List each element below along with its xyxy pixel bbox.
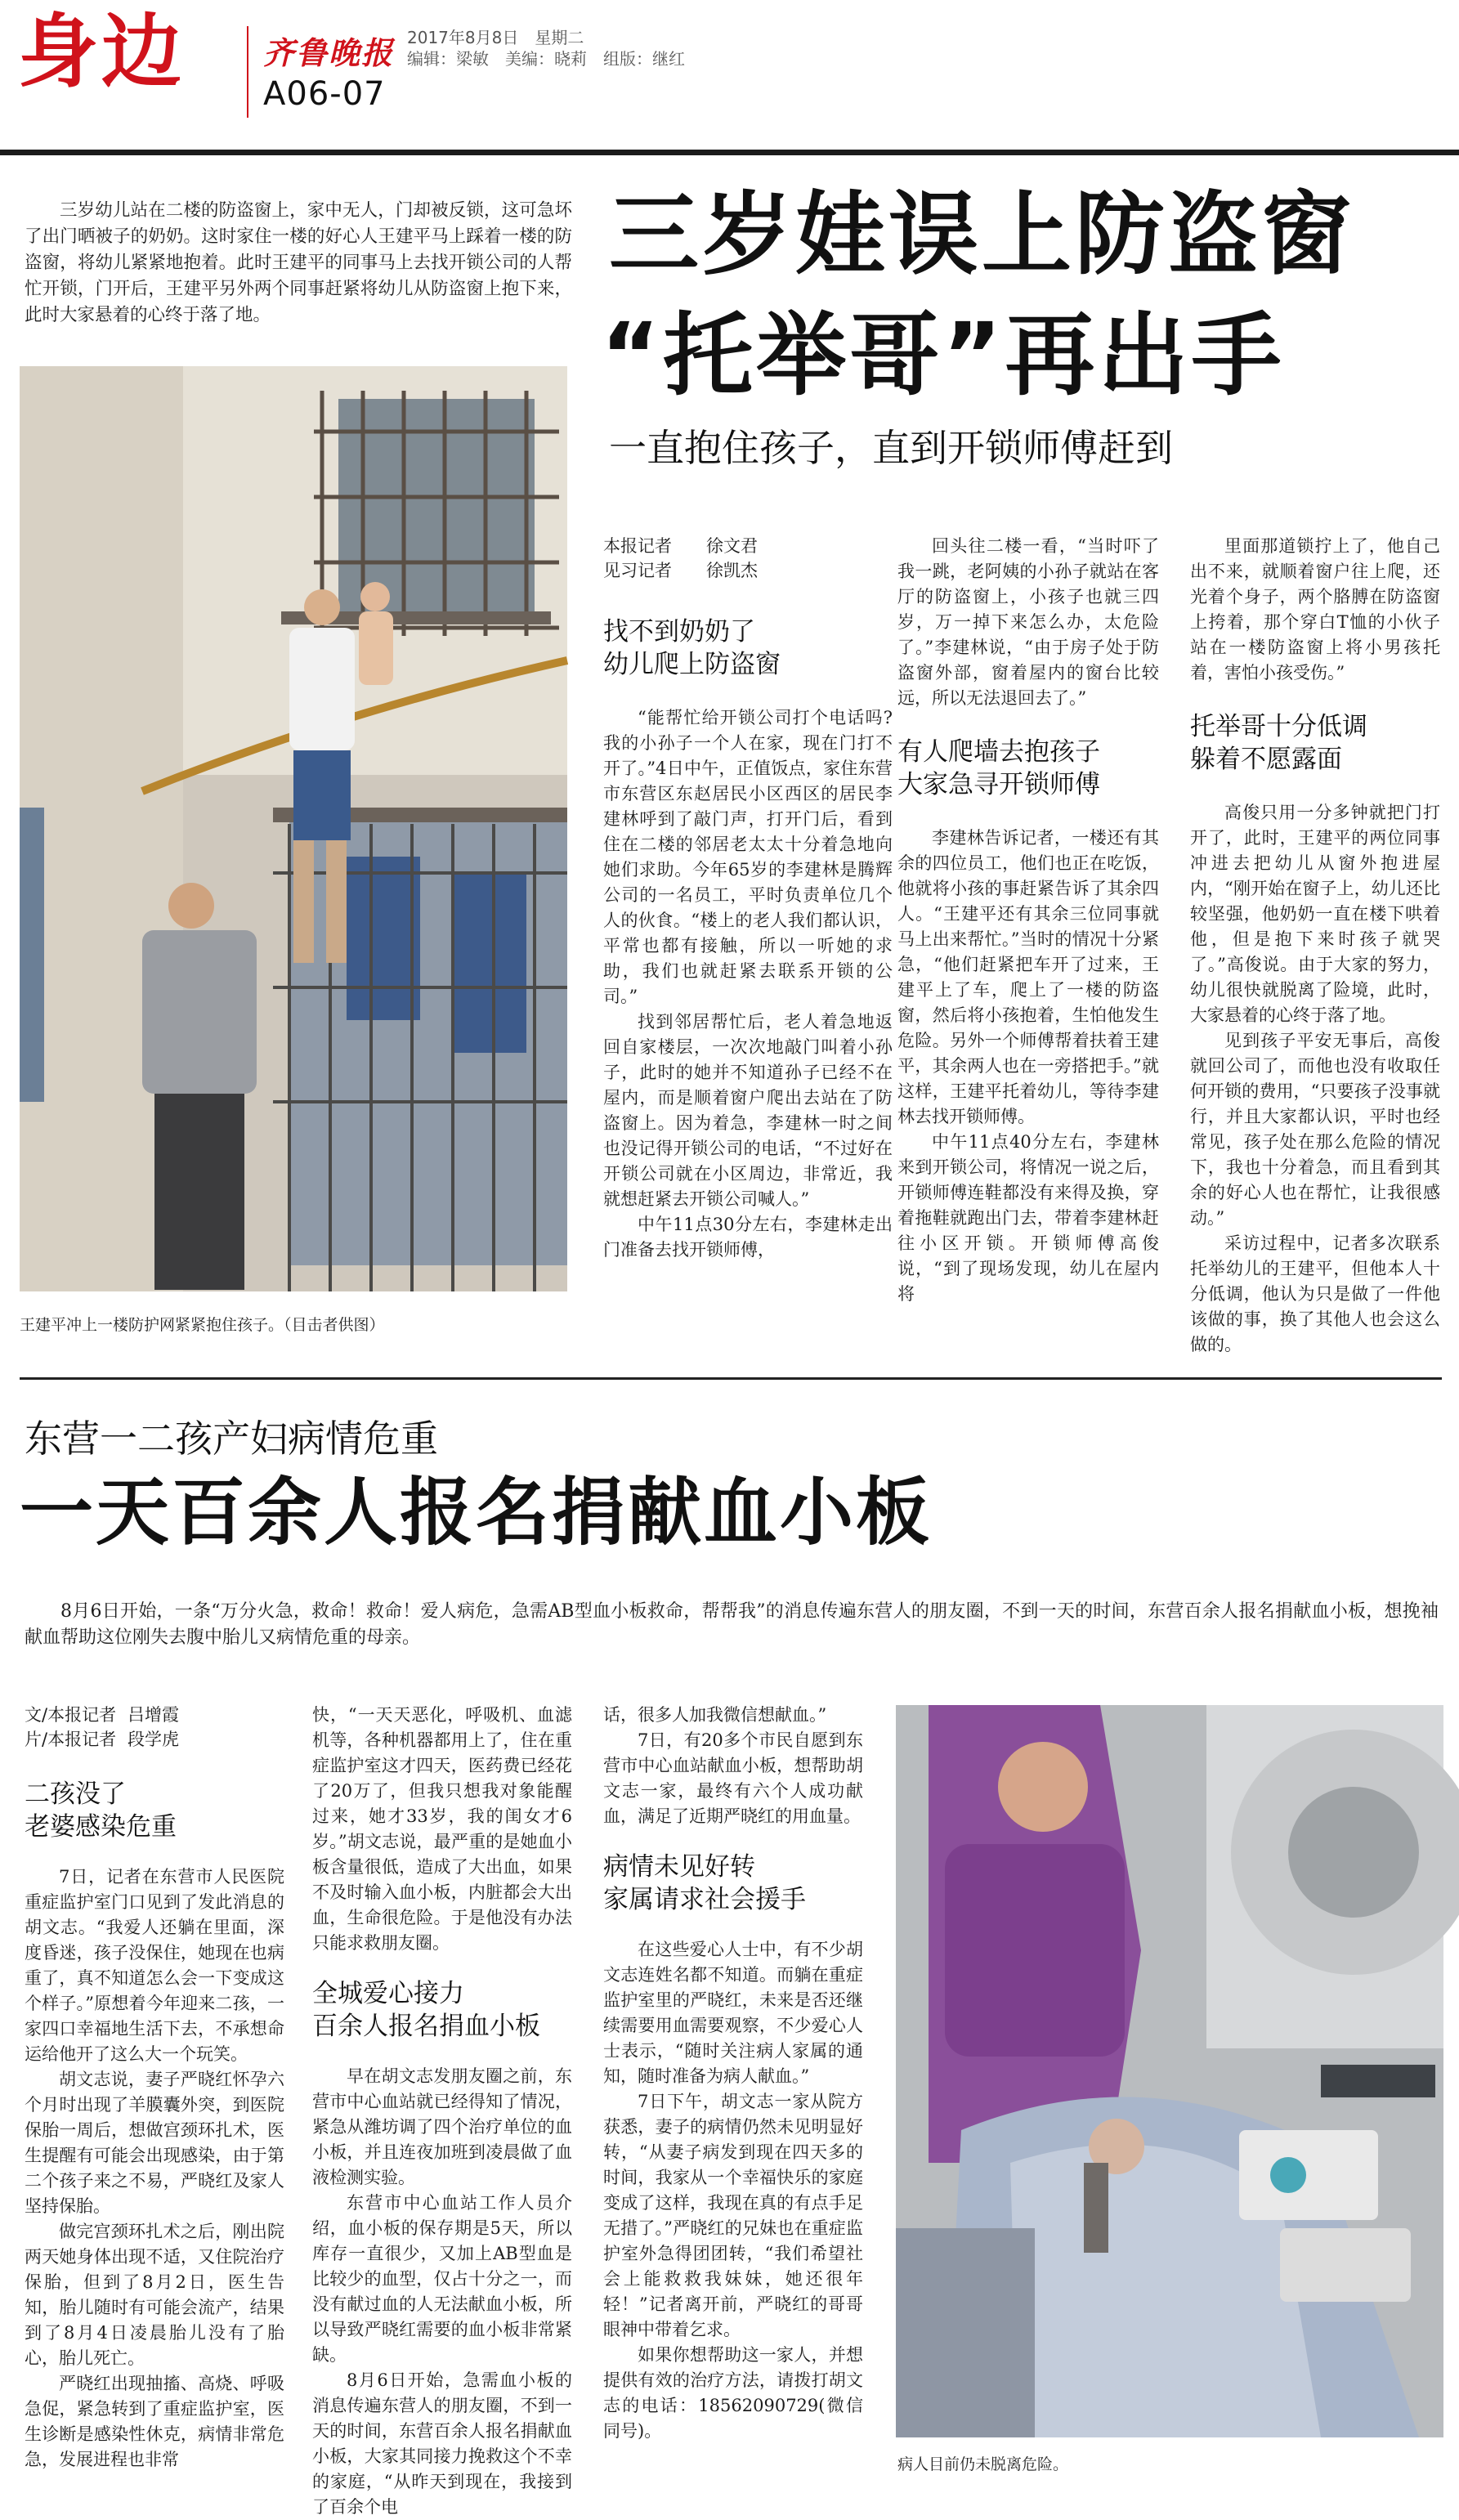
story2-body-1: 7日，记者在东营市人民医院重症监护室门口见到了发此消息的胡文志。“我爱人还躺在里面，深度昏迷，孩子没保住，她现在也病重了，真不知道怎么会一下变成这个样子。”原想着今年迎来二孩，一家四口幸福地生活下去，不承想命运给他开了这么大一个玩笑。 胡文志说，妻子严晓红怀孕六个月时出现了羊膜囊外突，到医院保胎一周后，想做宫颈环扎术，医生提醒有可能会出现感染，由于第二个孩子来之不易，严晓红及家人坚持保胎。 做完宫颈环扎术之后，刚出院两天她身体出现不适，又住院治疗保胎，但到了8月2日，医生告知，胎儿随时有可能会流产，结果到了8月4日凌晨胎儿没有了胎心，胎儿死亡。 严晓红出现抽搐、高烧、呼吸急促，紧急转到了重症监护室，医生诊断是感染性休克，病情非常危急，发展进程也非常 [25,1867,284,2469]
story1-col-1 [603,534,893,1263]
story2-body-4: 话，很多人加我微信想献血。” 7日，有20多个市民自愿到东营市中心血站献血小板，想帮助胡文志一家，最终有六个人成功献血，满足了近期严晓红的用血量。 [603,1705,863,1826]
page-number: A06-07 [263,75,386,113]
story2-body-2: 快，“一天天恶化，呼吸机、血滤机等，各种机器都用上了，住在重症监护室这才四天，医药费已经花了20万了，但我只想我对象能醒过来，她才33岁，我的闺女才6岁。”胡文志说，最严重的是她血小板含量很低，造成了大出血，如果不及时输入血小板，内脏都会大出血，生命很危险。于是他没有办法只能求救朋友圈。 [312,1705,572,1953]
byline-name: 徐文君 [706,536,758,556]
story2-body-3: 早在胡文志发朋友圈之前，东营市中心血站就已经得知了情况，紧急从潍坊调了四个治疗单位的血小板，并且连夜加班到凌晨做了血液检测实验。 东营市中心血站工作人员介绍，血小板的保存期是5天，所以库存一直很少，又加上AB型血是比较少的血型，仅占十分之一，而没有献过血的人无法献血小板，所以导致严晓红需要的血小板非常紧缺。 8月6日开始，急需血小板的消息传遍东营人的朋友圈，不到一天的时间，东营百余人报名捐献血小板，大家其同接力挽救这个不幸的家庭，“从昨天到现在，我接到了百余个电 [312,2066,572,2517]
story2-byline [25,1703,284,1752]
story2-subhead-1: 二孩没了 老婆感染危重 [25,1779,177,1842]
byline-name: 吕增霞 [128,1705,179,1725]
byline-role: 文/本报记者 [25,1705,117,1725]
story2-kicker: 东营一二孩产妇病情危重 [25,1417,438,1461]
story2-photo-caption: 病人目前仍未脱离危险。 [897,2455,1069,2473]
story1-lead: 三岁幼儿站在二楼的防盗窗上，家中无人，门却被反锁，这可急坏了出门晒被子的奶奶。这时家住一楼的好心人王建平马上踩着一楼的防盗窗，将幼儿紧紧地抱着。此时王建平的同事马上去找开锁公司的人帮忙开锁，门开后，王建平另外两个同事赶紧将幼儿从防盗窗上抱下来，此时大家悬着的心终于落了地。 [25,200,572,325]
byline-name: 段学虎 [128,1730,179,1749]
story1-body-3: 李建林告诉记者，一楼还有其余的四位员工，他们也正在吃饭，他就将小孩的事赶紧告诉了其余四人。“王建平还有其余三位同事就马上出来帮忙。”当时的情况十分紧急，“他们赶紧把车开了过来，王建平上了车，爬上了一楼的防盗窗，然后将小孩抱着，生怕他发生危险。另外一个师傅帮着扶着王建平，其余两人也在一旁搭把手。”就这样，王建平托着幼儿，等待李建林去找开锁师傅。 中午11点40分左右，李建林来到开锁公司，将情况一说之后，开锁师傅连鞋都没有来得及换，穿着拖鞋就跑出门去，带着李建林赶往小区开锁。开锁师傅高俊说，“到了现场发现，幼儿在屋内将 [897,828,1159,1304]
story2-col-2 [312,1703,572,2520]
section-title: 身边 [18,6,186,99]
editor-credits: 编辑：梁敏 美编：晓莉 组版：继红 [407,49,685,69]
story1-headline-1: 三岁娃误上防盗窗 [609,182,1354,287]
rescue-scene-image [20,366,567,1291]
byline-role: 本报记者 [603,536,672,556]
story1-subhead-3: 托举哥十分低调 躲着不愿露面 [1190,712,1367,774]
story1-subhead-1: 找不到奶奶了 幼儿爬上防盗窗 [603,617,781,679]
story2-col-3 [603,1703,863,2444]
story1-body-4: 里面那道锁拧上了，他自己出不来，就顺着窗户往上爬，还光着个身子，两个胳膊在防盗窗上挎着，那个穿白T恤的小伙子站在一楼防盗窗上将小男孩托着，害怕小孩受伤。” [1190,536,1440,683]
byline-name: 徐凯杰 [706,561,758,580]
story1-body-1: “能帮忙给开锁公司打个电话吗?我的小孙子一个人在家，现在门打不开了。”4日中午，正值饭点，家住东营市东营区东赵居民小区西区的居民李建林呼到了敲门声，打开门后，看到住在二楼的邻居老太太十分着急地向她们求助。今年65岁的李建林是腾辉公司的一名员工，平时负责单位几个人的伙食。“楼上的老人我们都认识，平常也都有接触，所以一听她的求助，我们也就赶紧去联系开锁的公司。” 找到邻居帮忙后，老人着急地返回自家楼层，一次次地敲门叫着小孙子，此时的她并不知道孙子已经不在屋内，而是顺着窗户爬出去站在了防盗窗上。因为着急，李建林一时之间也没记得开锁公司的电话，“不过好在开锁公司就在小区周边，非常近，我就想赶紧去开锁公司喊人。” 中午11点30分左右，李建林走出门准备去找开锁师傅， [603,708,893,1260]
byline-role: 见习记者 [603,561,672,580]
story1-subhead-2: 有人爬墙去抱孩子 大家急寻开锁师傅 [897,737,1100,799]
story1-headline-2: “托举哥”再出手 [601,303,1285,408]
newspaper-logo: 齐鲁晚报 [263,34,395,71]
story-divider [20,1377,1442,1380]
story1-photo-caption: 王建平冲上一楼防护网紧紧抱住孩子。（目击者供图） [20,1316,385,1334]
hospital-patient-image [896,1705,1443,2437]
story2-headline: 一天百余人报名捐献血小板 [20,1470,932,1555]
story1-subheadline: 一直抱住孩子，直到开锁师傅赶到 [609,426,1173,470]
story2-photo [896,1705,1443,2437]
masthead-rule [0,150,1459,155]
issue-date: 2017年8月8日 星期二 [407,28,584,47]
story2-col-1 [25,1703,284,2473]
story2-lead: 8月6日开始，一条“万分火急，救命！救命！爱人病危，急需AB型血小板救命，帮帮我”的消息传遍东营人的朋友圈，不到一天的时间，东营百余人报名捐献血小板，想挽袖献血帮助这位刚失去腹中胎儿又病情危重的母亲。 [25,1601,1439,1648]
story1-col-3 [1190,534,1440,1358]
story2-body-5: 在这些爱心人士中，有不少胡文志连姓名都不知道。而躺在重症监护室里的严晓红，未来是否还继续需要用血需要观察，不少爱心人士表示，“随时关注病人家属的通知，随时准备为病人献血。” 7日下午，胡文志一家从院方获悉，妻子的病情仍然未见明显好转，“从妻子病发到现在四天多的时间，我家从一个幸福快乐的家庭变成了这样，我现在真的有点手足无措了。”严晓红的兄妹也在重症监护室外急得团团转，“我们希望社会上能救救我妹妹，她还很年轻！”记者离开前，严晓红的哥哥眼神中带着乞求。 如果你想帮助这一家人，并想提供有效的治疗方法，请拨打胡文志的电话：18562090729(微信同号)。 [603,1940,863,2441]
story2-subhead-2: 全城爱心接力 百余人报名捐血小板 [312,1979,540,2041]
story1-col-2 [897,534,1159,1307]
story2-subhead-3: 病情未见好转 家属请求社会援手 [603,1852,806,1914]
story1-body-2: 回头往二楼一看，“当时吓了我一跳，老阿姨的小孙子就站在客厅的防盗窗上，小孩子也就三四岁，万一掉下来怎么办，太危险了。”李建林说，“由于房子处于防盗窗外部，窗着屋内的窗台比较远，所以无法退回去了。” [897,536,1159,708]
story1-body-5: 高俊只用一分多钟就把门打开了，此时，王建平的两位同事冲进去把幼儿从窗外抱进屋内，“刚开始在窗子上，幼儿还比较坚强，他奶奶一直在楼下哄着他，但是抱下来时孩子就哭了。”高俊说。由于大家的努力，幼儿很快就脱离了险境，此时，大家悬着的心终于落了地。 见到孩子平安无事后，高俊就回公司了，而他也没有收取任何开锁的费用，“只要孩子没事就行，并且大家都认识，平时也经常见，孩子处在那么危险的情况下，我也十分着急，而且看到其余的好心人也在帮忙，让我很感动。” 采访过程中，记者多次联系托举幼儿的王建平，但他本人十分低调，他认为只是做了一件他该做的事，换了其他人也会这么做的。 [1190,803,1440,1354]
story1-photo [20,366,567,1291]
byline-role: 片/本报记者 [25,1730,117,1749]
story1-byline [603,534,893,583]
masthead-divider [247,26,248,118]
